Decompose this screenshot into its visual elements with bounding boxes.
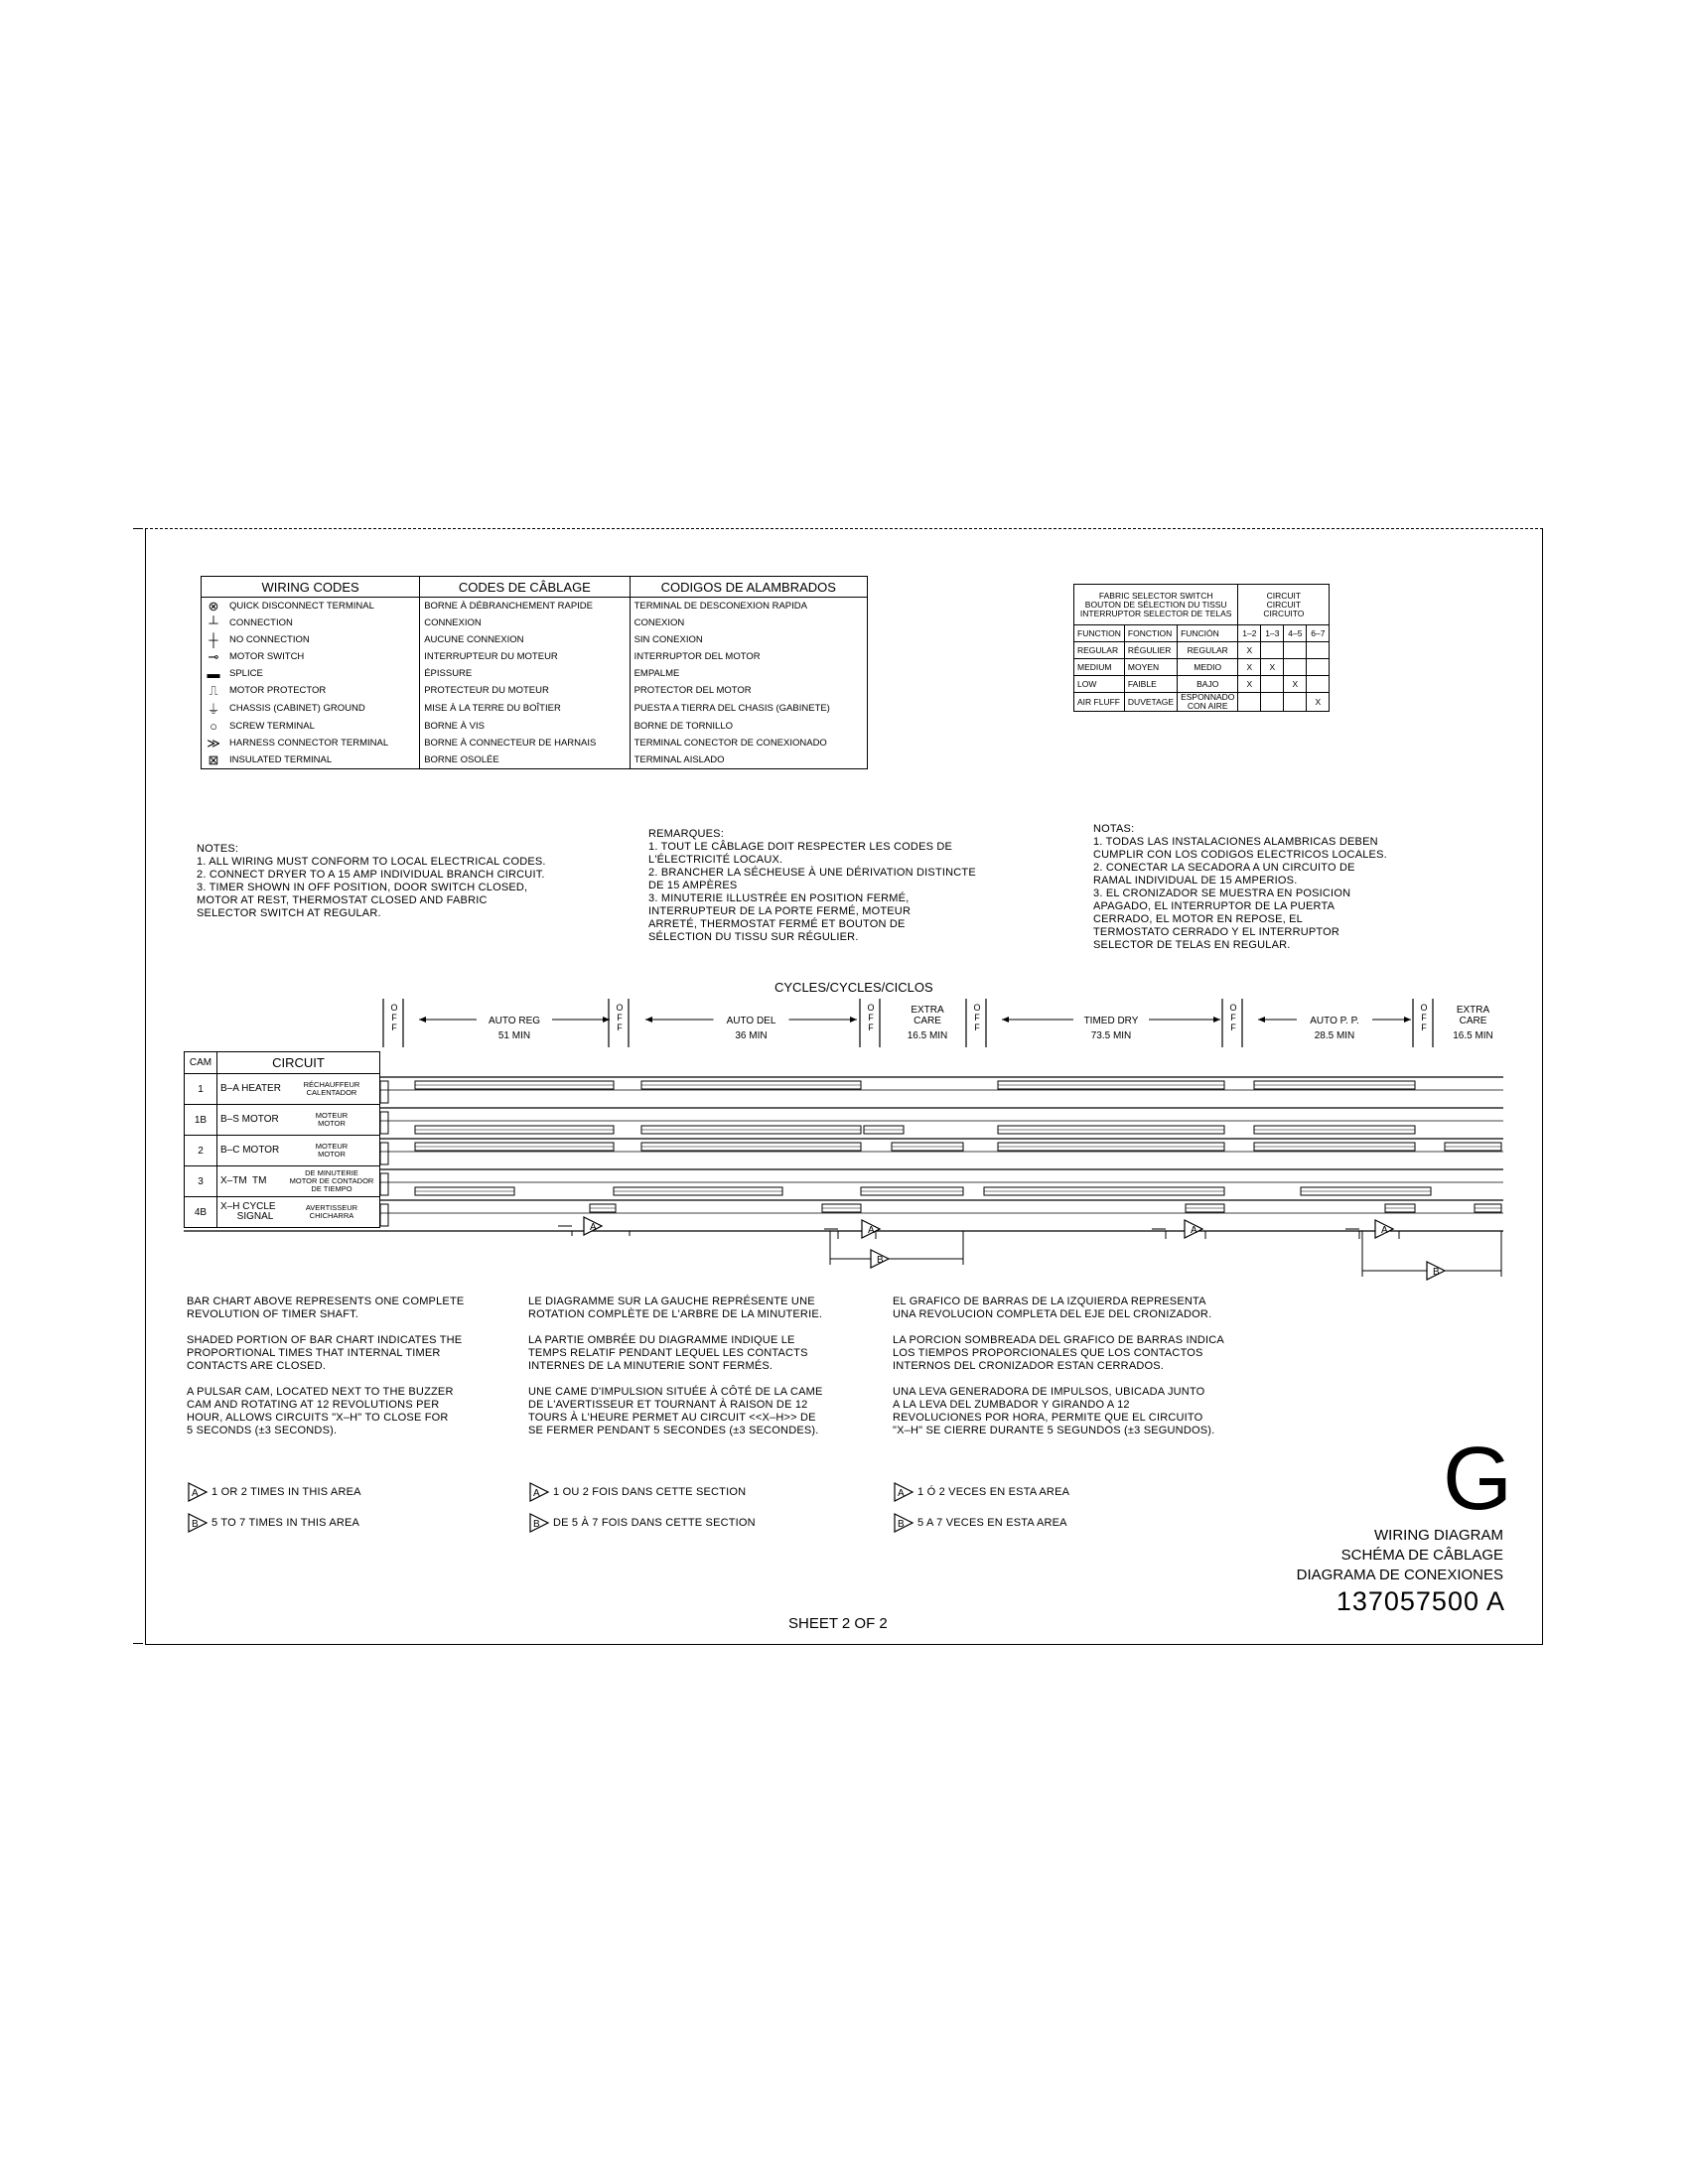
legend-text: 1 Ó 2 VECES EN ESTA AREA <box>917 1485 1070 1498</box>
border-tick-bottom <box>133 1643 143 1644</box>
off-label: O <box>616 1003 624 1013</box>
cam-circuit-translation: RÉCHAUFFEUR CALENTADOR <box>284 1074 380 1105</box>
wiring-codes-header-es: CODIGOS DE ALAMBRADOS <box>630 577 867 598</box>
wiring-code-fr: AUCUNE CONNEXION <box>420 631 630 648</box>
fabric-mark: X <box>1238 642 1261 659</box>
cam-circuit-translation: MOTEUR MOTOR <box>284 1105 380 1136</box>
cycle-name: AUTO DEL <box>726 1016 776 1026</box>
explanation-es-3: UNA LEVA GENERADORA DE IMPULSOS, UBICADA JUNTO A LA LEVA DEL ZUMBADOR Y GIRANDO A 12 REVOLUCIONES POR HORA, PERMITE QUE EL CIRCUITO "X–H" SE CIERRE DURANTE 5 SEGUNDOS (±3 SEGUNDOS). <box>893 1386 1215 1436</box>
off-label: F <box>391 1013 397 1023</box>
wiring-codes-header-fr: CODES DE CÂBLAGE <box>420 577 630 598</box>
legend-item-es <box>893 1513 1067 1533</box>
wiring-code-es: CONEXION <box>630 614 867 631</box>
legend-item-en <box>187 1482 361 1502</box>
no-connection-icon: ┼ <box>202 631 226 648</box>
off-label: O <box>973 1003 981 1013</box>
wiring-code-es: BORNE DE TORNILLO <box>630 718 867 735</box>
cam-circuit: B–A HEATER <box>217 1074 284 1105</box>
fabric-function-es: REGULAR <box>1178 642 1238 659</box>
marker-b-label: B <box>1433 1267 1440 1278</box>
fabric-mark: X <box>1238 659 1261 676</box>
fabric-function-en: LOW <box>1074 676 1125 693</box>
legend-item-fr <box>528 1513 756 1533</box>
cycle-time: 73.5 MIN <box>1090 1030 1132 1041</box>
off-label: F <box>974 1013 980 1023</box>
cycle-arrowhead <box>1258 1017 1265 1023</box>
screw-terminal-icon: ○ <box>202 718 226 735</box>
fabric-mark: X <box>1307 693 1330 712</box>
wiring-code-en: CHASSIS (CABINET) GROUND <box>225 699 420 718</box>
legend-text: 1 OU 2 FOIS DANS CETTE SECTION <box>553 1485 747 1498</box>
cycle-name: AUTO P. P. <box>1310 1016 1359 1026</box>
wiring-code-es: TERMINAL CONECTOR DE CONEXIONADO <box>630 735 867 751</box>
cycle-time: 16.5 MIN <box>907 1030 948 1041</box>
marker-a-icon <box>528 1482 550 1502</box>
wiring-code-fr: MISE À LA TERRE DU BOÎTIER <box>420 699 630 718</box>
legend-text: 5 A 7 VECES EN ESTA AREA <box>917 1516 1067 1529</box>
wiring-code-en: QUICK DISCONNECT TERMINAL <box>225 598 420 615</box>
wiring-code-es: PUESTA A TIERRA DEL CHASIS (GABINETE) <box>630 699 867 718</box>
circuit-header: CIRCUIT <box>217 1052 380 1074</box>
explanation-en-3: A PULSAR CAM, LOCATED NEXT TO THE BUZZER CAM AND ROTATING AT 12 REVOLUTIONS PER HOUR, ALLOWS CIRCUITS "X–H" TO CLOSE FOR 5 SECONDS (±3 SECONDS). <box>187 1386 454 1436</box>
cam-start-mark <box>380 1081 388 1103</box>
revision-letter: G <box>1443 1430 1513 1529</box>
legend-item-en <box>187 1513 359 1533</box>
fabric-function-en: AIR FLUFF <box>1074 693 1125 712</box>
marker-a-icon <box>187 1482 209 1502</box>
cycle-arrowhead <box>850 1017 857 1023</box>
marker-b-letter: B <box>533 1519 540 1530</box>
legend-item-es <box>893 1482 1069 1502</box>
fabric-function-es: MEDIO <box>1178 659 1238 676</box>
wiring-code-en: SPLICE <box>225 665 420 682</box>
wiring-code-fr: CONNEXION <box>420 614 630 631</box>
marker-a-letter: A <box>898 1488 905 1499</box>
marker-b-icon <box>187 1513 209 1533</box>
cycle-arrowhead <box>419 1017 426 1023</box>
cycle-name: CARE <box>914 1016 941 1026</box>
cam-start-mark <box>380 1112 388 1134</box>
fabric-mark: X <box>1284 676 1307 693</box>
harness-connector-icon: ≫ <box>202 735 226 751</box>
legend-text: DE 5 À 7 FOIS DANS CETTE SECTION <box>553 1516 756 1529</box>
off-label: F <box>617 1013 623 1023</box>
wiring-code-es: INTERRUPTOR DEL MOTOR <box>630 648 867 665</box>
marker-b-letter: B <box>192 1519 199 1530</box>
cycle-name: CARE <box>1459 1016 1487 1026</box>
cycle-time: 36 MIN <box>735 1030 768 1041</box>
fabric-function-es: ESPONNADO CON AIRE <box>1178 693 1238 712</box>
chassis-ground-icon: ⏚ <box>202 699 226 718</box>
cam-circuit: X–H CYCLE SIGNAL <box>217 1197 284 1228</box>
off-label: O <box>867 1003 875 1013</box>
legend-text: 5 TO 7 TIMES IN THIS AREA <box>211 1516 360 1529</box>
cycle-time: 28.5 MIN <box>1314 1030 1355 1041</box>
wiring-code-es: EMPALME <box>630 665 867 682</box>
wiring-code-fr: BORNE À DÉBRANCHEMENT RAPIDE <box>420 598 630 615</box>
cycle-name: EXTRA <box>911 1005 944 1016</box>
wiring-code-fr: BORNE À CONNECTEUR DE HARNAIS <box>420 735 630 751</box>
cam-circuit-translation: AVERTISSEUR CHICHARRA <box>284 1197 380 1228</box>
cam-circuit-translation: MOTEUR MOTOR <box>284 1136 380 1166</box>
wiring-code-fr: BORNE OSOLÉE <box>420 751 630 769</box>
marker-a-icon <box>893 1482 914 1502</box>
fabric-mark: X <box>1238 676 1261 693</box>
fabric-function-en: REGULAR <box>1074 642 1125 659</box>
off-label: F <box>1421 1023 1427 1032</box>
wiring-code-en: MOTOR SWITCH <box>225 648 420 665</box>
fabric-col-header: FUNCTION <box>1074 625 1125 642</box>
off-label: F <box>617 1023 623 1032</box>
fabric-function-en: MEDIUM <box>1074 659 1125 676</box>
marker-a-label: A <box>868 1225 875 1236</box>
off-label: F <box>1230 1023 1236 1032</box>
notes-fr: REMARQUES: 1. TOUT LE CÂBLAGE DOIT RESPECTER LES CODES DE L'ÉLECTRICITÉ LOCAUX. 2. BRANCHER LA SÉCHEUSE À UNE DÉRIVATION DISTINCTE DE 15 AMPÈRES 3. MINUTERIE ILLUSTRÉE EN POSITION FERMÉ, INTERRUPTEUR DE LA PORTE FERMÉ, MOTEUR ARRETÉ, THERMOSTAT FERMÉ ET BOUTON DE SÉLECTION DU TISSU SUR RÉGULIER. <box>648 828 976 943</box>
cycle-arrowhead <box>1213 1017 1220 1023</box>
fabric-col-header: FUNCIÓN <box>1178 625 1238 642</box>
cam-number: 4B <box>185 1197 217 1228</box>
marker-b-icon <box>528 1513 550 1533</box>
cycle-arrowhead <box>1404 1017 1411 1023</box>
cam-start-mark <box>380 1173 388 1195</box>
splice-icon: ▬ <box>202 665 226 682</box>
cam-number: 3 <box>185 1166 217 1197</box>
explanation-fr-2: LA PARTIE OMBRÉE DU DIAGRAMME INDIQUE LE TEMPS RELATIF PENDANT LEQUEL LES CONTACTS INTERNES DE LA MINUTERIE SONT FERMÉS. <box>528 1334 808 1372</box>
wiring-code-en: MOTOR PROTECTOR <box>225 682 420 699</box>
insulated-terminal-icon: ⊠ <box>202 751 226 769</box>
explanation-fr-column <box>528 1296 886 1437</box>
connection-icon: ┴ <box>202 614 226 631</box>
explanation-es-2: LA PORCION SOMBREADA DEL GRAFICO DE BARRAS INDICA LOS TIEMPOS PROPORCIONALES QUE LOS CONTACTOS INTERNOS DEL CRONIZADOR ESTAN CERRADOS. <box>893 1334 1224 1372</box>
title-schema-de-cablage: SCHÉMA DE CÂBLAGE <box>1340 1547 1503 1564</box>
cam-number: 1B <box>185 1105 217 1136</box>
wiring-code-fr: ÉPISSURE <box>420 665 630 682</box>
explanation-en-1: BAR CHART ABOVE REPRESENTS ONE COMPLETE REVOLUTION OF TIMER SHAFT. <box>187 1296 465 1320</box>
marker-a-letter: A <box>192 1488 199 1499</box>
fabric-col-header: 1–3 <box>1261 625 1284 642</box>
fabric-circuit-header: CIRCUIT CIRCUIT CIRCUITO <box>1238 585 1330 625</box>
legend-text: 1 OR 2 TIMES IN THIS AREA <box>211 1485 361 1498</box>
cycle-time: 16.5 MIN <box>1453 1030 1493 1041</box>
off-label: F <box>391 1023 397 1032</box>
explanation-fr-3: UNE CAME D'IMPULSION SITUÉE À CÔTÉ DE LA CAME DE L'AVERTISSEUR ET TOURNANT À RAISON DE 12 TOURS À L'HEURE PERMET AU CIRCUIT <<X–H>> DE SE FERMER PENDANT 5 SECONDES (±3 SECONDES). <box>528 1386 823 1436</box>
wiring-code-en: HARNESS CONNECTOR TERMINAL <box>225 735 420 751</box>
marker-a-label: A <box>1191 1225 1197 1236</box>
cam-circuit: B–S MOTOR <box>217 1105 284 1136</box>
off-label: F <box>974 1023 980 1032</box>
off-label: O <box>1229 1003 1237 1013</box>
off-label: F <box>1421 1013 1427 1023</box>
fabric-function-fr: DUVETAGE <box>1124 693 1177 712</box>
marker-b-letter: B <box>898 1519 905 1530</box>
part-number: 137057500 A <box>1336 1586 1505 1616</box>
notes-en: NOTES: 1. ALL WIRING MUST CONFORM TO LOCAL ELECTRICAL CODES. 2. CONNECT DRYER TO A 15 AMP INDIVIDUAL BRANCH CIRCUIT. 3. TIMER SHOWN IN OFF POSITION, DOOR SWITCH CLOSED, MOTOR AT REST, THERMOSTAT CLOSED AND FABRIC SELECTOR SWITCH AT REGULAR. <box>197 843 546 919</box>
quick-disconnect-icon: ⊗ <box>202 598 226 615</box>
cam-header: CAM <box>185 1052 217 1074</box>
notes-es: NOTAS: 1. TODAS LAS INSTALACIONES ALAMBRICAS DEBEN CUMPLIR CON LOS CODIGOS ELECTRICOS LOCALES. 2. CONECTAR LA SECADORA A UN CIRCUITO DE RAMAL INDIVIDUAL DE 15 AMPERIOS. 3. EL CRONIZADOR SE MUESTRA EN POSICION APAGADO, EL INTERRUPTOR DE LA PUERTA CERRADO, EL MOTOR EN REPOSE, EL TERMOSTATO CERRADO Y EL INTERRUPTOR SELECTOR DE TELAS EN REGULAR. <box>1093 823 1387 951</box>
wiring-code-fr: BORNE À VIS <box>420 718 630 735</box>
marker-a-label: A <box>590 1222 597 1233</box>
marker-a-label: A <box>1381 1225 1388 1236</box>
wiring-code-fr: INTERRUPTEUR DU MOTEUR <box>420 648 630 665</box>
title-diagrama-de-conexiones: DIAGRAMA DE CONEXIONES <box>1296 1567 1503 1583</box>
cycle-name: AUTO REG <box>488 1016 541 1026</box>
cam-circuit-translation: DE MINUTERIE MOTOR DE CONTADOR DE TIEMPO <box>284 1166 380 1197</box>
fabric-col-header: 1–2 <box>1238 625 1261 642</box>
marker-b-icon <box>893 1513 914 1533</box>
cycles-title: CYCLES/CYCLES/CICLOS <box>774 980 933 995</box>
cycle-time: 51 MIN <box>497 1030 531 1041</box>
off-label: F <box>1230 1013 1236 1023</box>
explanation-es-column <box>893 1296 1290 1437</box>
sheet-number: SHEET 2 OF 2 <box>788 1615 888 1632</box>
cam-circuit: B–C MOTOR <box>217 1136 284 1166</box>
cycle-arrowhead <box>645 1017 652 1023</box>
cam-number: 1 <box>185 1074 217 1105</box>
cycle-name: TIMED DRY <box>1083 1016 1139 1026</box>
wiring-code-en: INSULATED TERMINAL <box>225 751 420 769</box>
explanation-en-2: SHADED PORTION OF BAR CHART INDICATES THE PROPORTIONAL TIMES THAT INTERNAL TIMER CONTACTS ARE CLOSED. <box>187 1334 463 1372</box>
wiring-code-en: NO CONNECTION <box>225 631 420 648</box>
legend-item-fr <box>528 1482 746 1502</box>
explanation-es-1: EL GRAFICO DE BARRAS DE LA IZQUIERDA REPRESENTA UNA REVOLUCION COMPLETA DEL EJE DEL CRONIZADOR. <box>893 1296 1212 1320</box>
wiring-code-en: CONNECTION <box>225 614 420 631</box>
off-label: O <box>1420 1003 1428 1013</box>
cam-start-mark <box>380 1204 388 1226</box>
fabric-function-fr: FAIBLE <box>1124 676 1177 693</box>
cycle-name: EXTRA <box>1456 1005 1490 1016</box>
marker-b-label: B <box>877 1255 884 1266</box>
wiring-code-fr: PROTECTEUR DU MOTEUR <box>420 682 630 699</box>
motor-protector-icon: ⎍ <box>202 682 226 699</box>
explanation-en-column <box>187 1296 524 1437</box>
title-wiring-diagram: WIRING DIAGRAM <box>1374 1527 1503 1544</box>
cam-circuit: X–TM TM <box>217 1166 284 1197</box>
fabric-function-fr: MOYEN <box>1124 659 1177 676</box>
fabric-col-header: 4–5 <box>1284 625 1307 642</box>
wiring-code-es: TERMINAL AISLADO <box>630 751 867 769</box>
cycle-arrowhead <box>1002 1017 1009 1023</box>
marker-a-letter: A <box>533 1488 540 1499</box>
fabric-function-fr: RÉGULIER <box>1124 642 1177 659</box>
wiring-codes-header-en: WIRING CODES <box>202 577 420 598</box>
off-label: F <box>868 1013 874 1023</box>
off-label: F <box>868 1023 874 1032</box>
wiring-code-es: PROTECTOR DEL MOTOR <box>630 682 867 699</box>
fabric-mark: X <box>1261 659 1284 676</box>
cam-start-mark <box>380 1143 388 1164</box>
cam-number: 2 <box>185 1136 217 1166</box>
motor-switch-icon: ⊸ <box>202 648 226 665</box>
fabric-col-header: FONCTION <box>1124 625 1177 642</box>
fabric-col-header: 6–7 <box>1307 625 1330 642</box>
explanation-fr-1: LE DIAGRAMME SUR LA GAUCHE REPRÉSENTE UNE ROTATION COMPLÈTE DE L'ARBRE DE LA MINUTERIE. <box>528 1296 823 1320</box>
wiring-code-en: SCREW TERMINAL <box>225 718 420 735</box>
off-label: O <box>390 1003 398 1013</box>
fabric-table-title: FABRIC SELECTOR SWITCH BOUTON DE SÉLECTION DU TISSU INTERRUPTOR SELECTOR DE TELAS <box>1074 585 1238 625</box>
wiring-code-es: TERMINAL DE DESCONEXION RAPIDA <box>630 598 867 615</box>
wiring-code-es: SIN CONEXION <box>630 631 867 648</box>
fabric-function-es: BAJO <box>1178 676 1238 693</box>
